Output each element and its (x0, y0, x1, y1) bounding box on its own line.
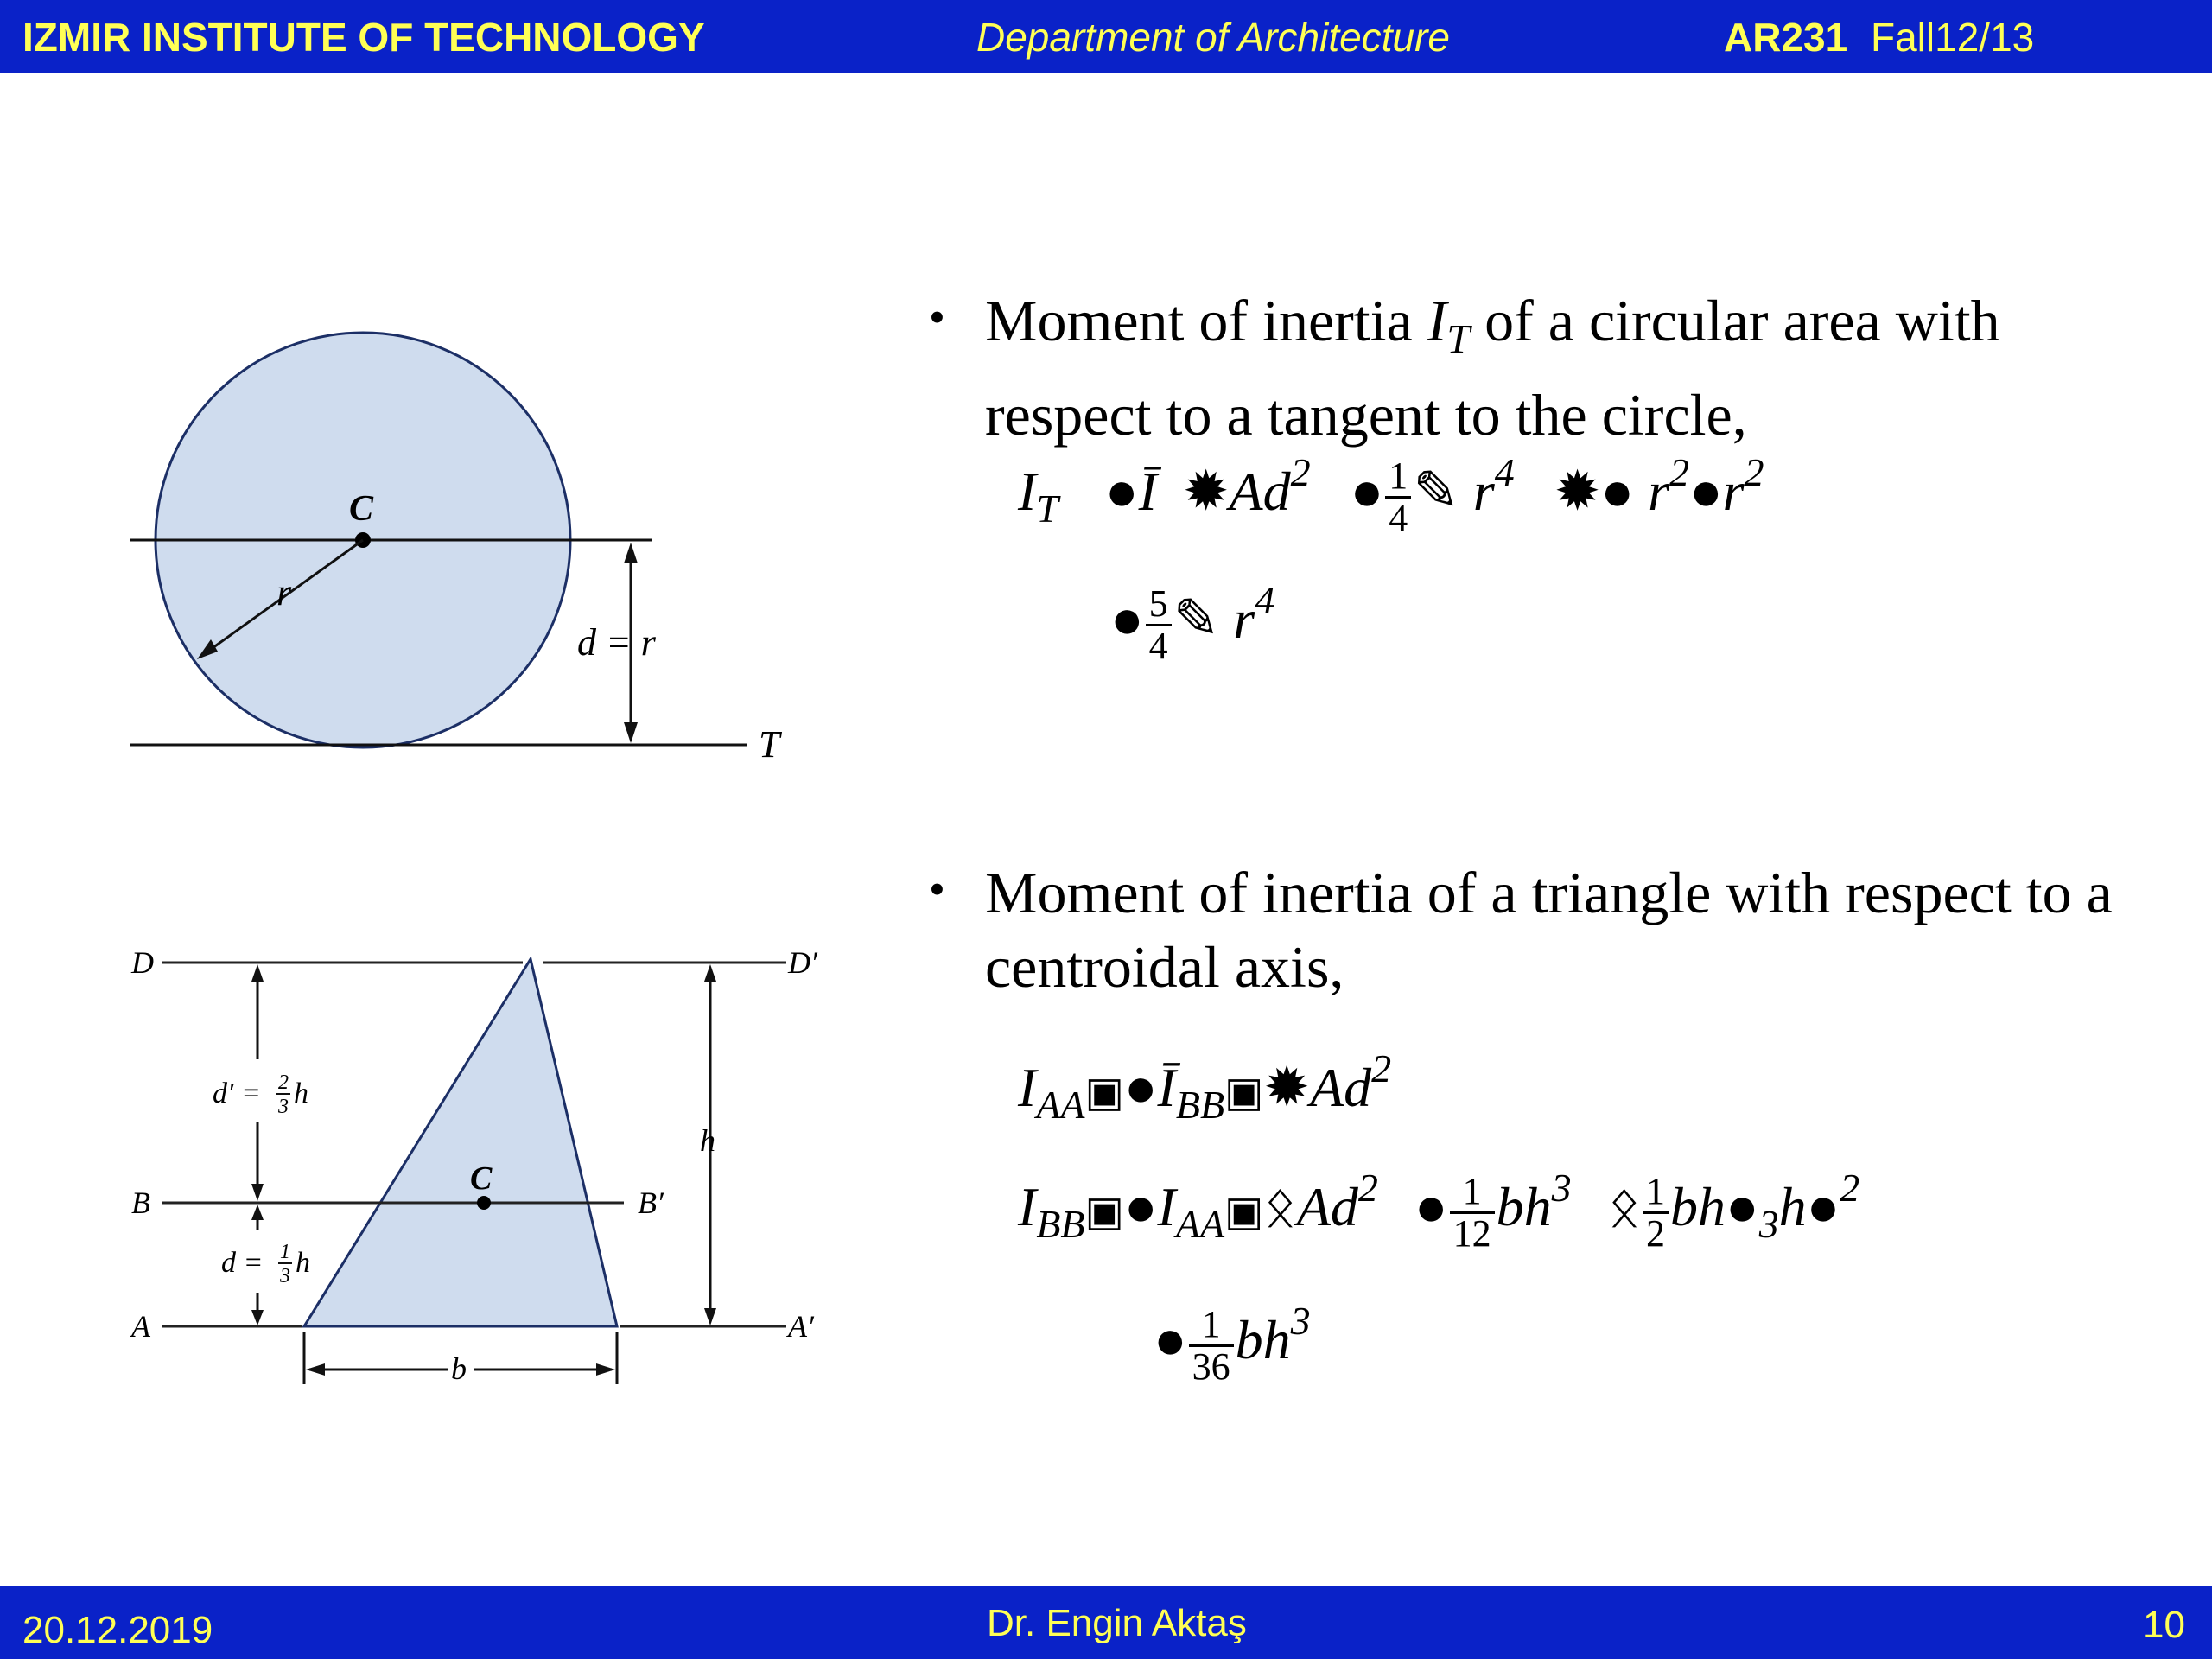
bullet1-symbol-sub: T (1446, 316, 1471, 363)
eq2-l2-minus: ᛟ (1263, 1176, 1297, 1237)
dprime-frac-den: 3 (278, 1096, 289, 1118)
eq2-l2-exp2: 2 (1357, 1166, 1378, 1210)
b-arrow-right (596, 1363, 615, 1376)
eq1-exp2: 2 (1290, 450, 1311, 494)
eq2-l2-ad: Ad (1296, 1176, 1358, 1237)
h-arrow-up (704, 964, 716, 982)
eq2-l3-bh: bh (1235, 1309, 1291, 1370)
eq2-f36-den: 36 (1192, 1344, 1230, 1388)
eq2-l2-i2: I (1157, 1176, 1176, 1237)
eq2-f12-den: 12 (1452, 1211, 1491, 1255)
eq2-l3-exp3: 3 (1290, 1299, 1311, 1343)
equation-triangle-line3 (1154, 1298, 1311, 1387)
distance-arrow-up (624, 543, 638, 563)
triangle-centroid-dot (477, 1196, 491, 1210)
label-h: h (700, 1123, 715, 1158)
course-code: AR231 (1724, 15, 1848, 60)
footer-date: 20.12.2019 (22, 1609, 213, 1651)
footer-page-number: 10 (2143, 1604, 2185, 1646)
eq2-l2-i: I (1018, 1176, 1037, 1237)
label-A: A (131, 1309, 150, 1344)
equation-triangle-line1 (1018, 1046, 1391, 1128)
distance-label: d = r (577, 621, 656, 664)
bullet2-line2: centroidal axis, (985, 934, 1344, 1000)
eq2-l1-plus: ✹ (1263, 1057, 1311, 1118)
d-arrow-up (251, 1205, 264, 1220)
eq1-equals-2: ● (1350, 461, 1384, 522)
eq1-frac-five-quarters (1146, 584, 1172, 666)
dprime-frac-num: 2 (278, 1071, 289, 1094)
eq2-l2-equals: ● (1123, 1176, 1158, 1237)
eq2-f2-den: 2 (1645, 1211, 1665, 1255)
course-term: Fall12/13 (1871, 15, 2035, 60)
eq1-lhs-sub: T (1036, 486, 1058, 531)
eq2-l2-sub-aa: AA (1175, 1202, 1225, 1246)
eq1-exp4: 4 (1494, 450, 1515, 494)
triangle-area (304, 959, 617, 1326)
eq1-plus: ✹ (1182, 461, 1230, 522)
bullet1-text-start: Moment of inertia (985, 288, 1427, 353)
eq2-l3-equals: ● (1154, 1309, 1187, 1370)
radius-label: r (276, 571, 292, 613)
eq2-l1-prime: ▣ (1084, 1070, 1124, 1116)
d-frac-num: 1 (280, 1241, 290, 1263)
equation-triangle-line2 (1018, 1165, 1859, 1254)
eq2-frac-half (1643, 1169, 1669, 1255)
eq2-l2-sub-bb: BB (1036, 1202, 1085, 1246)
label-Bprime: B′ (638, 1185, 664, 1220)
bullet2-line1: Moment of inertia of a triangle with respect to a (985, 860, 2113, 925)
eq2-l2-equals-2: ● (1414, 1176, 1448, 1237)
eq2-f36-num: 1 (1189, 1305, 1234, 1347)
eq1-l2-num: 5 (1146, 584, 1172, 626)
department-name: Department of Architecture (976, 15, 1450, 60)
eq2-l2-paren: ● (1725, 1176, 1759, 1237)
label-C: C (470, 1160, 493, 1197)
dprime-h: h (294, 1077, 308, 1109)
bullet-dot-2: • (929, 863, 945, 915)
eq2-l1-prime-2: ▣ (1224, 1070, 1264, 1116)
bullet1-line2: respect to a tangent to the circle, (985, 381, 1747, 448)
d-h: h (296, 1247, 310, 1279)
eq1-l2-exp4: 4 (1255, 578, 1275, 622)
eq2-l2-minus-2: ᛟ (1607, 1176, 1641, 1237)
d-label: d = (221, 1247, 264, 1279)
eq2-l2-prime-2: ▣ (1224, 1189, 1264, 1235)
eq2-l2-bh: bh (1496, 1176, 1552, 1237)
eq2-frac-twelfth (1450, 1169, 1495, 1255)
eq2-l2-third: 3 (1758, 1202, 1779, 1246)
eq2-f12-num: 1 (1450, 1172, 1495, 1214)
eq1-ibar: Ī (1138, 461, 1157, 522)
triangle-figure (121, 933, 838, 1400)
bullet-text-1 (985, 283, 2195, 452)
eq1-ad: Ad (1229, 461, 1291, 522)
eq1-paren-close: ● (1688, 461, 1723, 522)
eq1-r-2: r (1648, 461, 1669, 522)
header-bar (0, 0, 2212, 73)
eq2-l1-i: I (1018, 1057, 1037, 1118)
eq1-frac-num: 1 (1385, 456, 1411, 499)
eq1-lhs: I (1018, 461, 1037, 522)
bullet-dot-1: • (929, 291, 945, 343)
footer-bar (0, 1586, 2212, 1659)
eq1-l2-r: r (1233, 588, 1255, 650)
eq2-l1-sub-bb: BB (1175, 1083, 1225, 1127)
b-arrow-left (306, 1363, 325, 1376)
label-D: D (131, 945, 154, 980)
eq1-r: r (1472, 461, 1495, 522)
eq2-l2-h: h (1778, 1176, 1807, 1237)
dprime-arrow-up (251, 964, 264, 982)
tangent-label: T (759, 723, 780, 766)
eq1-exp2-b: 2 (1669, 450, 1689, 494)
circle-figure (121, 320, 812, 778)
institute-name: IZMIR INSTITUTE OF TECHNOLOGY (22, 15, 705, 60)
eq1-exp2-c: 2 (1744, 450, 1764, 494)
distance-arrow-down (624, 722, 638, 743)
label-Aprime: A′ (788, 1309, 814, 1344)
eq2-f2-num: 1 (1643, 1172, 1669, 1214)
label-Dprime: D′ (788, 945, 817, 980)
d-arrow-down (251, 1310, 264, 1325)
eq1-l2-den: 4 (1148, 624, 1168, 667)
eq2-l1-exp2: 2 (1371, 1046, 1392, 1090)
label-B: B (131, 1185, 150, 1220)
eq2-l2-exp2-b: 2 (1840, 1166, 1860, 1210)
eq2-l1-ad: Ad (1310, 1057, 1372, 1118)
eq2-l2-prime: ▣ (1084, 1189, 1124, 1235)
footer-author: Dr. Engin Aktaş (987, 1602, 1247, 1644)
label-b: b (451, 1351, 467, 1386)
eq1-pi: ✎ (1413, 461, 1459, 522)
eq1-frac-den: 4 (1389, 496, 1408, 539)
bullet-text-2 (985, 855, 2195, 1004)
eq2-l2-bh-2: bh (1669, 1176, 1726, 1237)
eq1-l2-pi: ✎ (1173, 588, 1220, 650)
eq1-r-3: r (1722, 461, 1745, 522)
h-arrow-down (704, 1308, 716, 1325)
equation-circle-line1 (1018, 449, 1764, 538)
eq1-l2-equals: ● (1110, 588, 1144, 650)
eq2-l2-paren-close: ● (1806, 1176, 1840, 1237)
eq2-frac-36th (1189, 1302, 1234, 1388)
dprime-arrow-down (251, 1184, 264, 1201)
eq2-l1-sub-aa: AA (1036, 1083, 1085, 1127)
eq2-l1-ibar: Ī (1157, 1057, 1176, 1118)
centroid-label: C (349, 489, 374, 529)
eq2-l2-exp3: 3 (1551, 1166, 1572, 1210)
eq1-frac-quarter (1385, 456, 1411, 538)
bullet1-symbol: I (1427, 288, 1447, 353)
equation-circle-line2 (1110, 577, 1274, 666)
eq1-equals: ● (1104, 461, 1139, 522)
eq1-plus-2: ✹ (1554, 461, 1601, 522)
eq1-pi-paren: ● (1600, 461, 1635, 522)
eq2-l1-equals: ● (1123, 1057, 1158, 1118)
bullet1-text-end: of a circular area with (1470, 288, 2000, 353)
dprime-label: d′ = (213, 1077, 261, 1109)
d-frac-den: 3 (280, 1265, 290, 1287)
